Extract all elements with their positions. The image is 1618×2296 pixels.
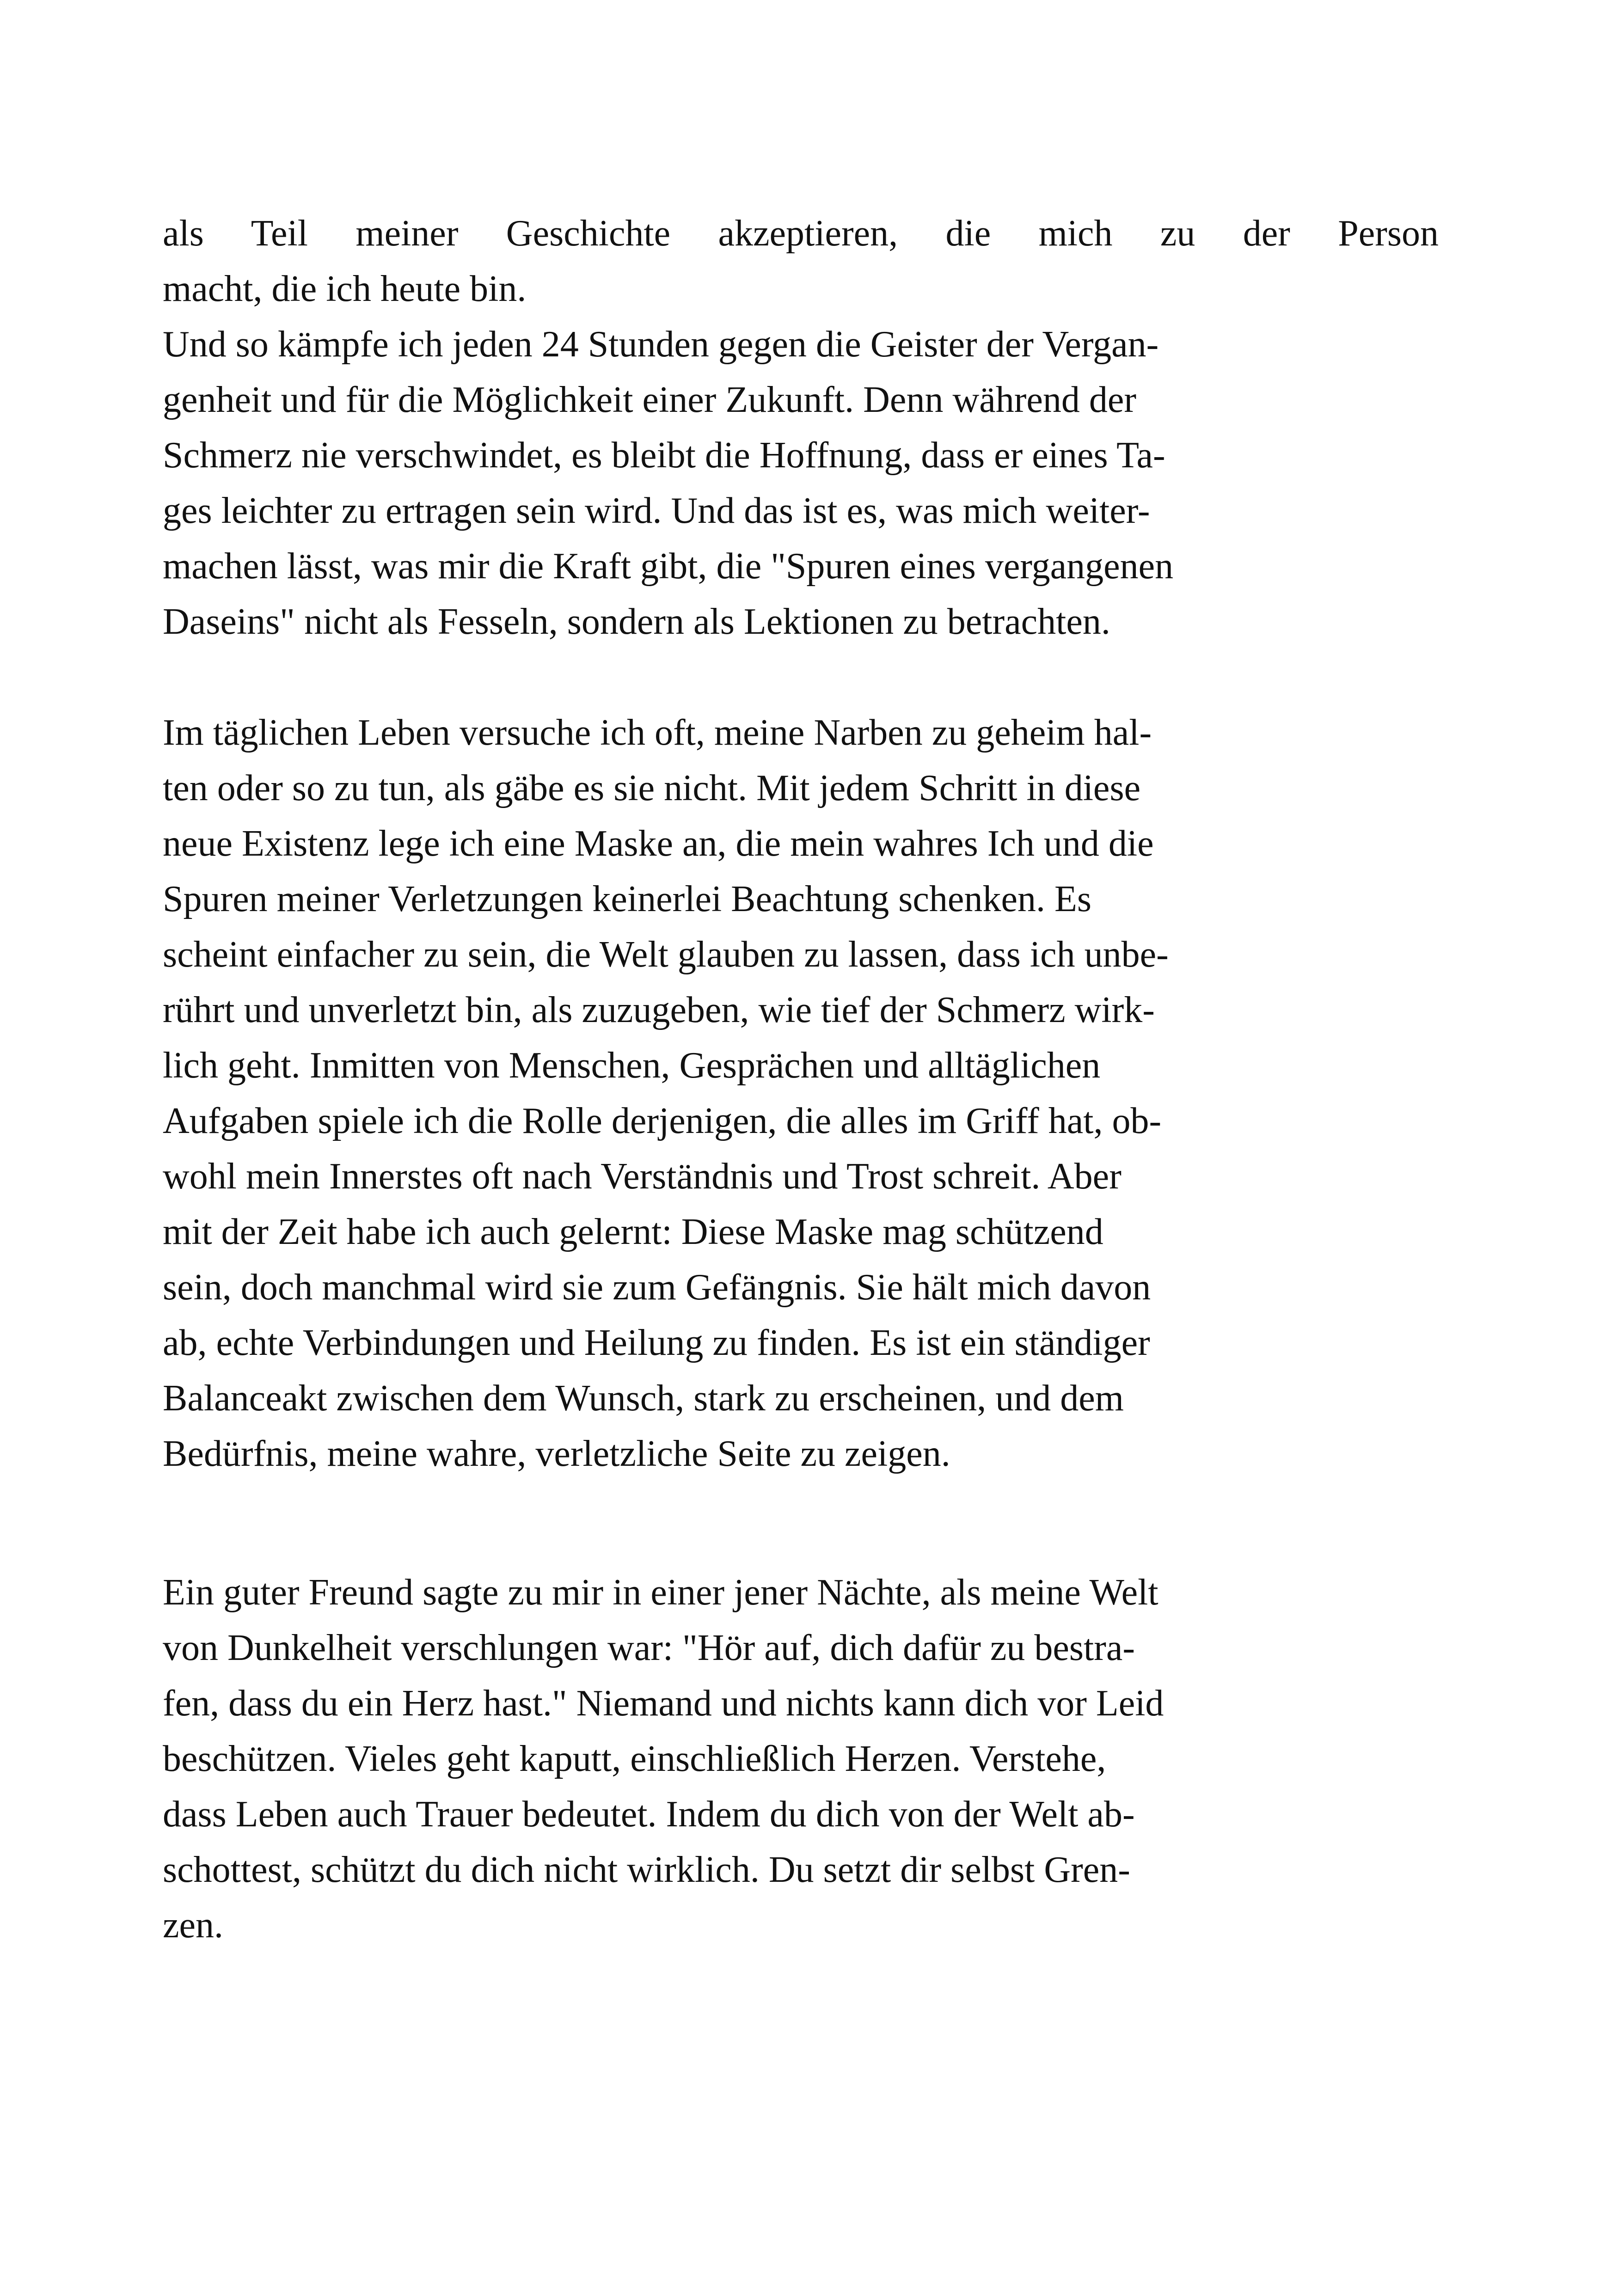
text-line: scheint einfacher zu sein, die Welt glauben zu lassen, dass ich unbe- bbox=[163, 934, 1169, 975]
text-line: fen, dass du ein Herz hast." Niemand und nichts kann dich vor Leid bbox=[163, 1683, 1164, 1724]
text-line: lich geht. Inmitten von Menschen, Gesprächen und alltäglichen bbox=[163, 1045, 1101, 1086]
text-line: dass Leben auch Trauer bedeutet. Indem du dich von der Welt ab- bbox=[163, 1794, 1135, 1835]
text-line: schottest, schützt du dich nicht wirklich. Du setzt dir selbst Gren- bbox=[163, 1849, 1130, 1890]
text-line: von Dunkelheit verschlungen war: "Hör auf, dich dafür zu bestra- bbox=[163, 1628, 1135, 1668]
text-line: Im täglichen Leben versuche ich oft, meine Narben zu geheim hal- bbox=[163, 712, 1152, 753]
text-line: genheit und für die Möglichkeit einer Zukunft. Denn während der bbox=[163, 380, 1137, 420]
text-line: Spuren meiner Verletzungen keinerlei Beachtung schenken. Es bbox=[163, 879, 1091, 919]
text-line: ab, echte Verbindungen und Heilung zu finden. Es ist ein ständiger bbox=[163, 1322, 1150, 1363]
paragraph-3 bbox=[163, 1565, 1439, 1953]
text-line: Aufgaben spiele ich die Rolle derjenigen, die alles im Griff hat, ob- bbox=[163, 1101, 1162, 1141]
text-line: Ein guter Freund sagte zu mir in einer jener Nächte, als meine Welt bbox=[163, 1572, 1158, 1613]
text-line: Bedürfnis, meine wahre, verletzliche Seite zu zeigen. bbox=[163, 1433, 950, 1474]
text-line: machen lässt, was mir die Kraft gibt, die "Spuren eines vergangenen bbox=[163, 546, 1174, 587]
paragraph-1 bbox=[163, 206, 1439, 649]
text-line: sein, doch manchmal wird sie zum Gefängnis. Sie hält mich davon bbox=[163, 1267, 1151, 1308]
text-line: rührt und unverletzt bin, als zuzugeben, wie tief der Schmerz wirk- bbox=[163, 990, 1155, 1030]
text-line: Und so kämpfe ich jeden 24 Stunden gegen die Geister der Vergan- bbox=[163, 324, 1159, 365]
text-line: Balanceakt zwischen dem Wunsch, stark zu erscheinen, und dem bbox=[163, 1378, 1124, 1419]
text-line: neue Existenz lege ich eine Maske an, die mein wahres Ich und die bbox=[163, 823, 1154, 864]
text-line: Schmerz nie verschwindet, es bleibt die Hoffnung, dass er eines Ta- bbox=[163, 435, 1165, 476]
text-line: mit der Zeit habe ich auch gelernt: Diese Maske mag schützend bbox=[163, 1212, 1103, 1252]
text-line: Daseins" nicht als Fesseln, sondern als Lektionen zu betrachten. bbox=[163, 601, 1110, 642]
paragraph-2 bbox=[163, 705, 1439, 1482]
text-line: ges leichter zu ertragen sein wird. Und das ist es, was mich weiter- bbox=[163, 490, 1150, 531]
text-line: zen. bbox=[163, 1905, 224, 1946]
text-line: ten oder so zu tun, als gäbe es sie nicht. Mit jedem Schritt in diese bbox=[163, 768, 1141, 808]
text-line: wohl mein Innerstes oft nach Verständnis und Trost schreit. Aber bbox=[163, 1156, 1122, 1197]
text-line: macht, die ich heute bin. bbox=[163, 269, 527, 309]
text-line: beschützen. Vieles geht kaputt, einschließlich Herzen. Verstehe, bbox=[163, 1739, 1106, 1779]
text-line: als Teil meiner Geschichte akzeptieren, die mich zu der Person bbox=[163, 213, 1439, 254]
